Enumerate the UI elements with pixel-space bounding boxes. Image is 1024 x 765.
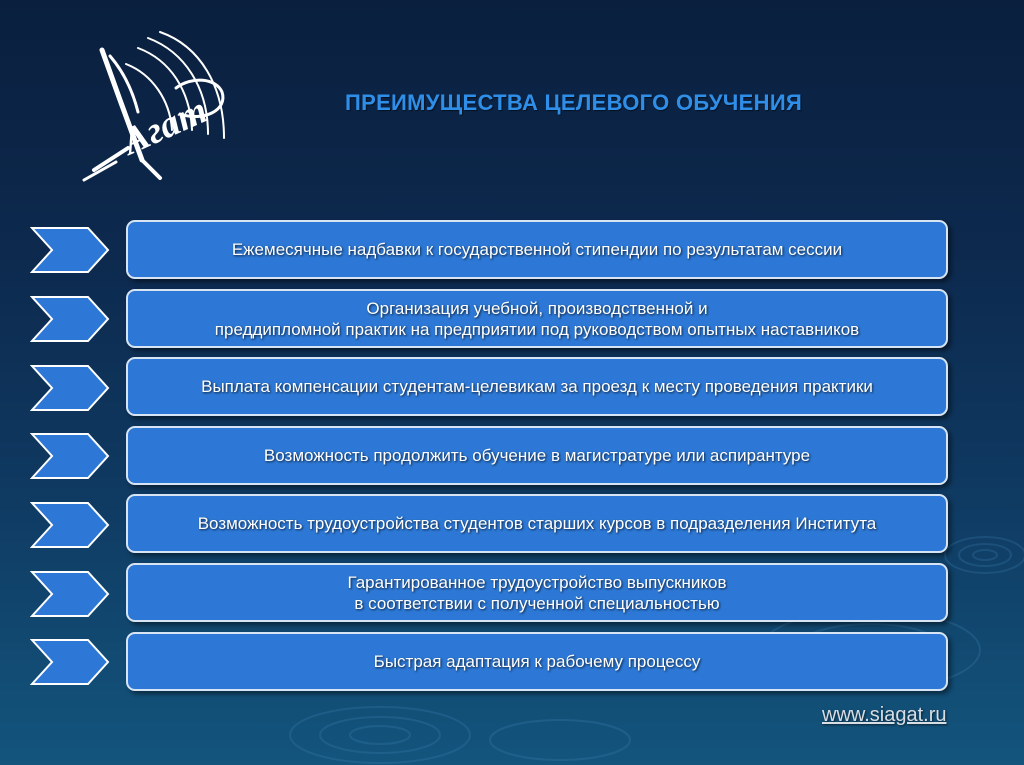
chevron-right-icon	[30, 570, 110, 618]
chevron-right-icon	[30, 432, 110, 480]
benefit-item	[126, 563, 948, 622]
benefit-item	[126, 426, 948, 485]
benefit-item	[126, 494, 948, 553]
chevron-right-icon	[30, 226, 110, 274]
benefit-text: Ежемесячные надбавки к государственной стипендии по результатам сессии	[231, 240, 843, 259]
svg-text:Агат: Агат	[116, 89, 214, 164]
benefit-item	[126, 632, 948, 691]
chevron-right-icon	[30, 501, 110, 549]
slide-title: ПРЕИМУЩЕСТВА ЦЕЛЕВОГО ОБУЧЕНИЯ	[345, 90, 803, 115]
benefit-text: Возможность трудоустройства студентов старших курсов в подразделения Института	[197, 514, 877, 533]
chevron-right-icon	[30, 364, 110, 412]
benefit-item	[126, 357, 948, 416]
chevron-right-icon	[30, 295, 110, 343]
chevron-right-icon	[30, 638, 110, 686]
benefit-item	[126, 220, 948, 279]
benefit-item	[126, 289, 948, 348]
benefit-text: Возможность продолжить обучение в магистратуре или аспирантуре	[263, 446, 811, 465]
benefit-text: Выплата компенсации студентам-целевикам за проезд к месту проведения практики	[201, 377, 873, 396]
benefit-text: Организация учебной, производственной и преддипломной практик на предприятии под руководством опытных наставников	[214, 298, 860, 339]
benefit-text: Гарантированное трудоустройство выпускников в соответствии с полученной специальностью	[347, 572, 727, 613]
website-link[interactable]: www.siagat.ru	[822, 704, 947, 726]
benefit-text: Быстрая адаптация к рабочему процессу	[373, 652, 701, 671]
